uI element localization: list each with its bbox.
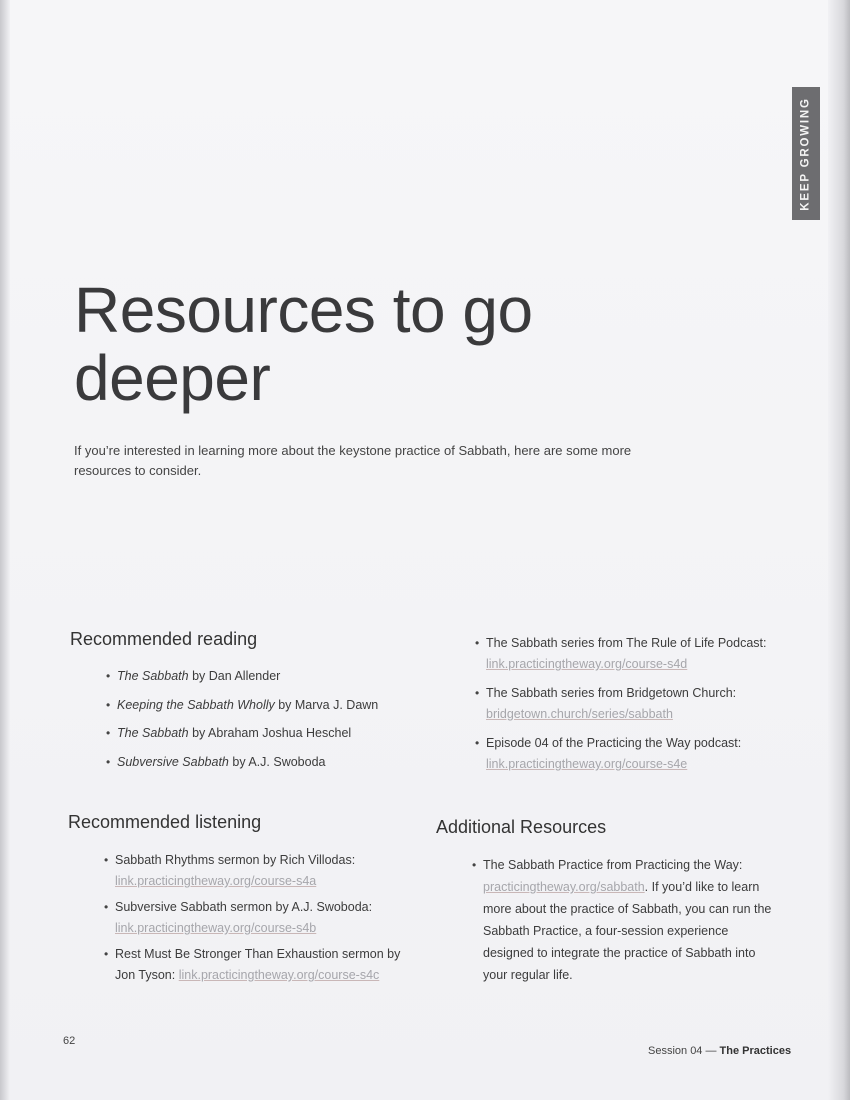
additional-resources-heading: Additional Resources — [436, 817, 607, 837]
title-line-2: deeper — [74, 342, 271, 414]
book-title: The Sabbath — [117, 726, 189, 740]
book-author: by Marva J. Dawn — [274, 697, 379, 712]
reading-item — [106, 753, 436, 782]
reading-item — [106, 696, 436, 725]
page-title — [74, 276, 694, 412]
resource-link[interactable]: link.practicingtheway.org/course-s4d — [486, 657, 688, 671]
podcast-text: The Sabbath series from The Rule of Life Podcast: — [486, 636, 767, 650]
book-author: by A.J. Swoboda — [228, 754, 326, 769]
podcast-item — [475, 633, 795, 675]
book-title: Keeping the Sabbath Wholly — [117, 697, 275, 712]
page-shadow-left — [0, 0, 10, 1100]
podcast-text: The Sabbath series from Bridgetown Church: — [486, 686, 737, 700]
listening-list — [104, 850, 414, 991]
book-title: The Sabbath — [117, 669, 189, 683]
resource-link[interactable]: practicingtheway.org/sabbath — [483, 880, 645, 894]
listening-text: Subversive Sabbath sermon by A.J. Swoboda: — [115, 900, 373, 914]
footer-section: The Practices — [719, 1045, 792, 1057]
resource-link[interactable]: bridgetown.church/series/sabbath — [486, 707, 673, 721]
side-tab-label: KEEP GROWING — [800, 96, 812, 211]
podcast-list — [475, 633, 795, 783]
recommended-reading-heading: Recommended reading — [70, 629, 258, 649]
book-title: Subversive Sabbath — [117, 754, 229, 769]
additional-item — [472, 854, 772, 986]
listening-item — [104, 944, 414, 986]
recommended-listening-heading: Recommended listening — [68, 812, 262, 832]
listening-text: Sabbath Rhythms sermon by Rich Villodas: — [115, 853, 356, 867]
resource-link[interactable]: link.practicingtheway.org/course-s4a — [115, 874, 317, 888]
section-side-tab — [792, 87, 820, 220]
reading-item — [106, 667, 436, 696]
additional-description: . If you’d like to learn more about the practice of Sabbath, you can run the Sabbath Practice, a four-session experience designed to integrate the practice of Sabbath into your regular life. — [483, 880, 772, 982]
podcast-item — [475, 683, 795, 725]
listening-item — [104, 897, 414, 939]
title-line-1: Resources to go — [74, 274, 533, 346]
page-number: 62 — [63, 1035, 76, 1047]
footer-session: Session 04 — — [648, 1045, 720, 1057]
reading-item — [106, 724, 436, 753]
book-author: by Abraham Joshua Heschel — [188, 726, 352, 740]
intro-paragraph: If you’re interested in learning more about the keystone practice of Sabbath, here are some more resources to consider. — [74, 443, 632, 478]
book-author: by Dan Allender — [188, 669, 281, 683]
reading-list — [106, 667, 436, 781]
resource-link[interactable]: link.practicingtheway.org/course-s4e — [486, 757, 688, 771]
additional-text: The Sabbath Practice from Practicing the Way: — [483, 858, 743, 872]
additional-list — [472, 854, 772, 986]
listening-item — [104, 850, 414, 892]
running-footer — [648, 1045, 791, 1057]
resource-link[interactable]: link.practicingtheway.org/course-s4b — [115, 921, 317, 935]
podcast-text: Episode 04 of the Practicing the Way podcast: — [486, 736, 742, 750]
listening-text: Rest Must Be Stronger Than Exhaustion sermon by Jon Tyson: — [115, 947, 401, 982]
resource-link[interactable]: link.practicingtheway.org/course-s4c — [178, 968, 380, 982]
page-edge-right — [828, 0, 850, 1100]
podcast-item — [475, 733, 795, 775]
